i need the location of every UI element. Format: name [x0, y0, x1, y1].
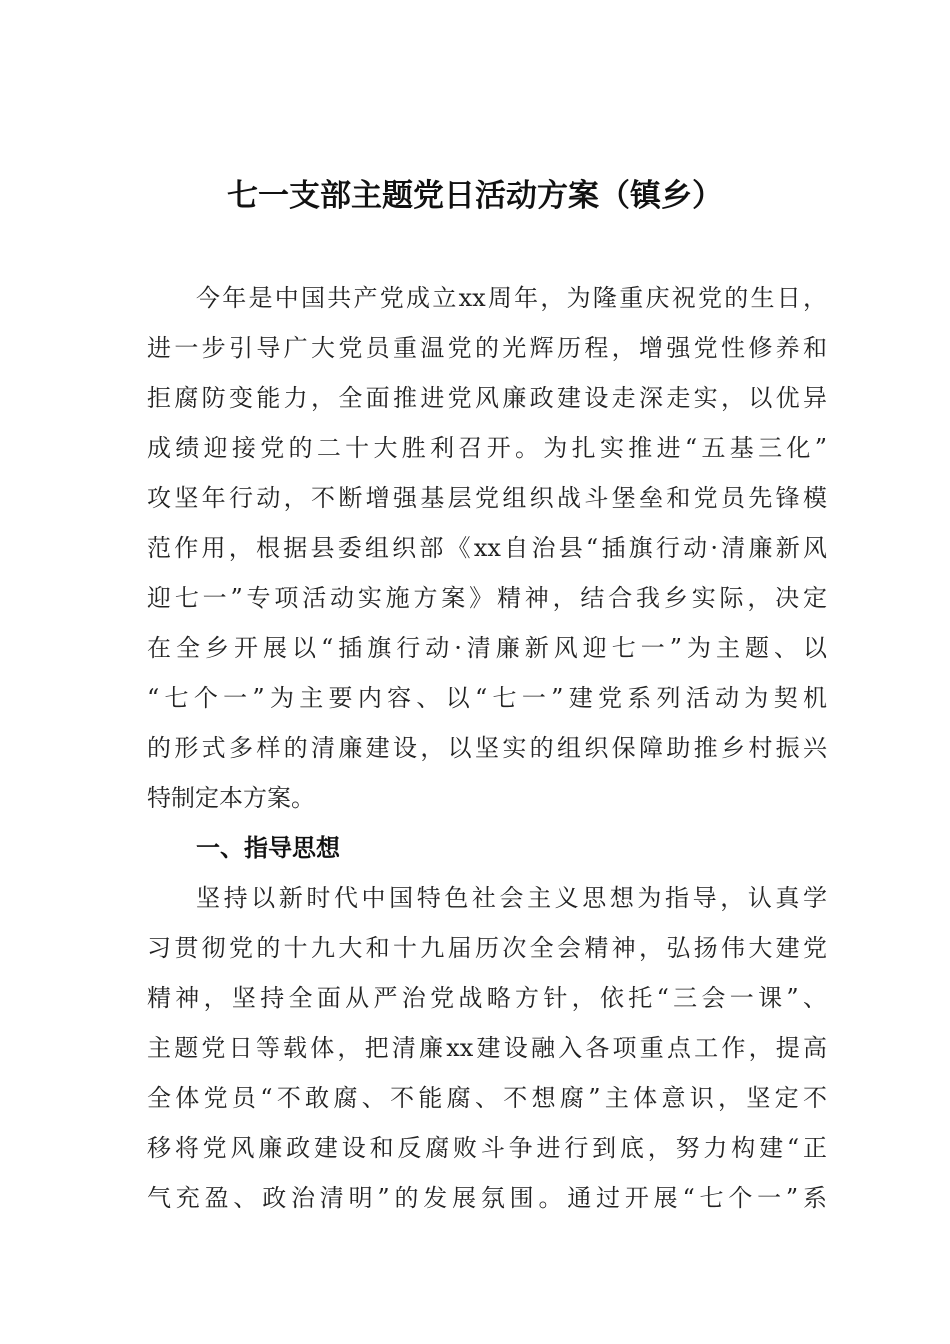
intro-line: 特制定本方案。: [147, 784, 315, 812]
intro-line: 的形式多样的清廉建设，以坚实的组织保障助推乡村振兴: [147, 734, 827, 762]
section-line: 精神，坚持全面从严治党战略方针，依托“三会一课”、: [147, 984, 827, 1012]
section-line: 气充盈、政治清明”的发展氛围。通过开展“七个一”系: [147, 1184, 827, 1212]
intro-line: 范作用，根据县委组织部《xx自治县“插旗行动·清廉新风: [147, 534, 827, 562]
section-line: 习贯彻党的十九大和十九届历次全会精神，弘扬伟大建党: [147, 934, 827, 962]
intro-line: 进一步引导广大党员重温党的光辉历程，增强党性修养和: [147, 334, 827, 362]
intro-line: “七个一”为主要内容、以“七一”建党系列活动为契机: [147, 684, 827, 712]
intro-line: 成绩迎接党的二十大胜利召开。为扎实推进“五基三化”: [147, 434, 827, 462]
intro-line: 迎七一”专项活动实施方案》精神，结合我乡实际，决定: [147, 584, 827, 612]
section-line: 主题党日等载体，把清廉xx建设融入各项重点工作，提高: [147, 1034, 827, 1062]
intro-line: 今年是中国共产党成立xx周年，为隆重庆祝党的生日，: [196, 284, 827, 312]
section-line: 全体党员“不敢腐、不能腐、不想腐”主体意识，坚定不: [147, 1084, 827, 1112]
section-line: 移将党风廉政建设和反腐败斗争进行到底，努力构建“正: [147, 1134, 827, 1162]
intro-line: 在全乡开展以“插旗行动·清廉新风迎七一”为主题、以: [147, 634, 827, 662]
intro-line: 攻坚年行动，不断增强基层党组织战斗堡垒和党员先锋模: [147, 484, 827, 512]
section-heading: 一、指导思想: [196, 834, 340, 862]
section-line: 坚持以新时代中国特色社会主义思想为指导，认真学: [196, 884, 827, 912]
intro-line: 拒腐防变能力，全面推进党风廉政建设走深走实，以优异: [147, 384, 827, 412]
document-title: 七一支部主题党日活动方案（镇乡）: [227, 178, 723, 214]
